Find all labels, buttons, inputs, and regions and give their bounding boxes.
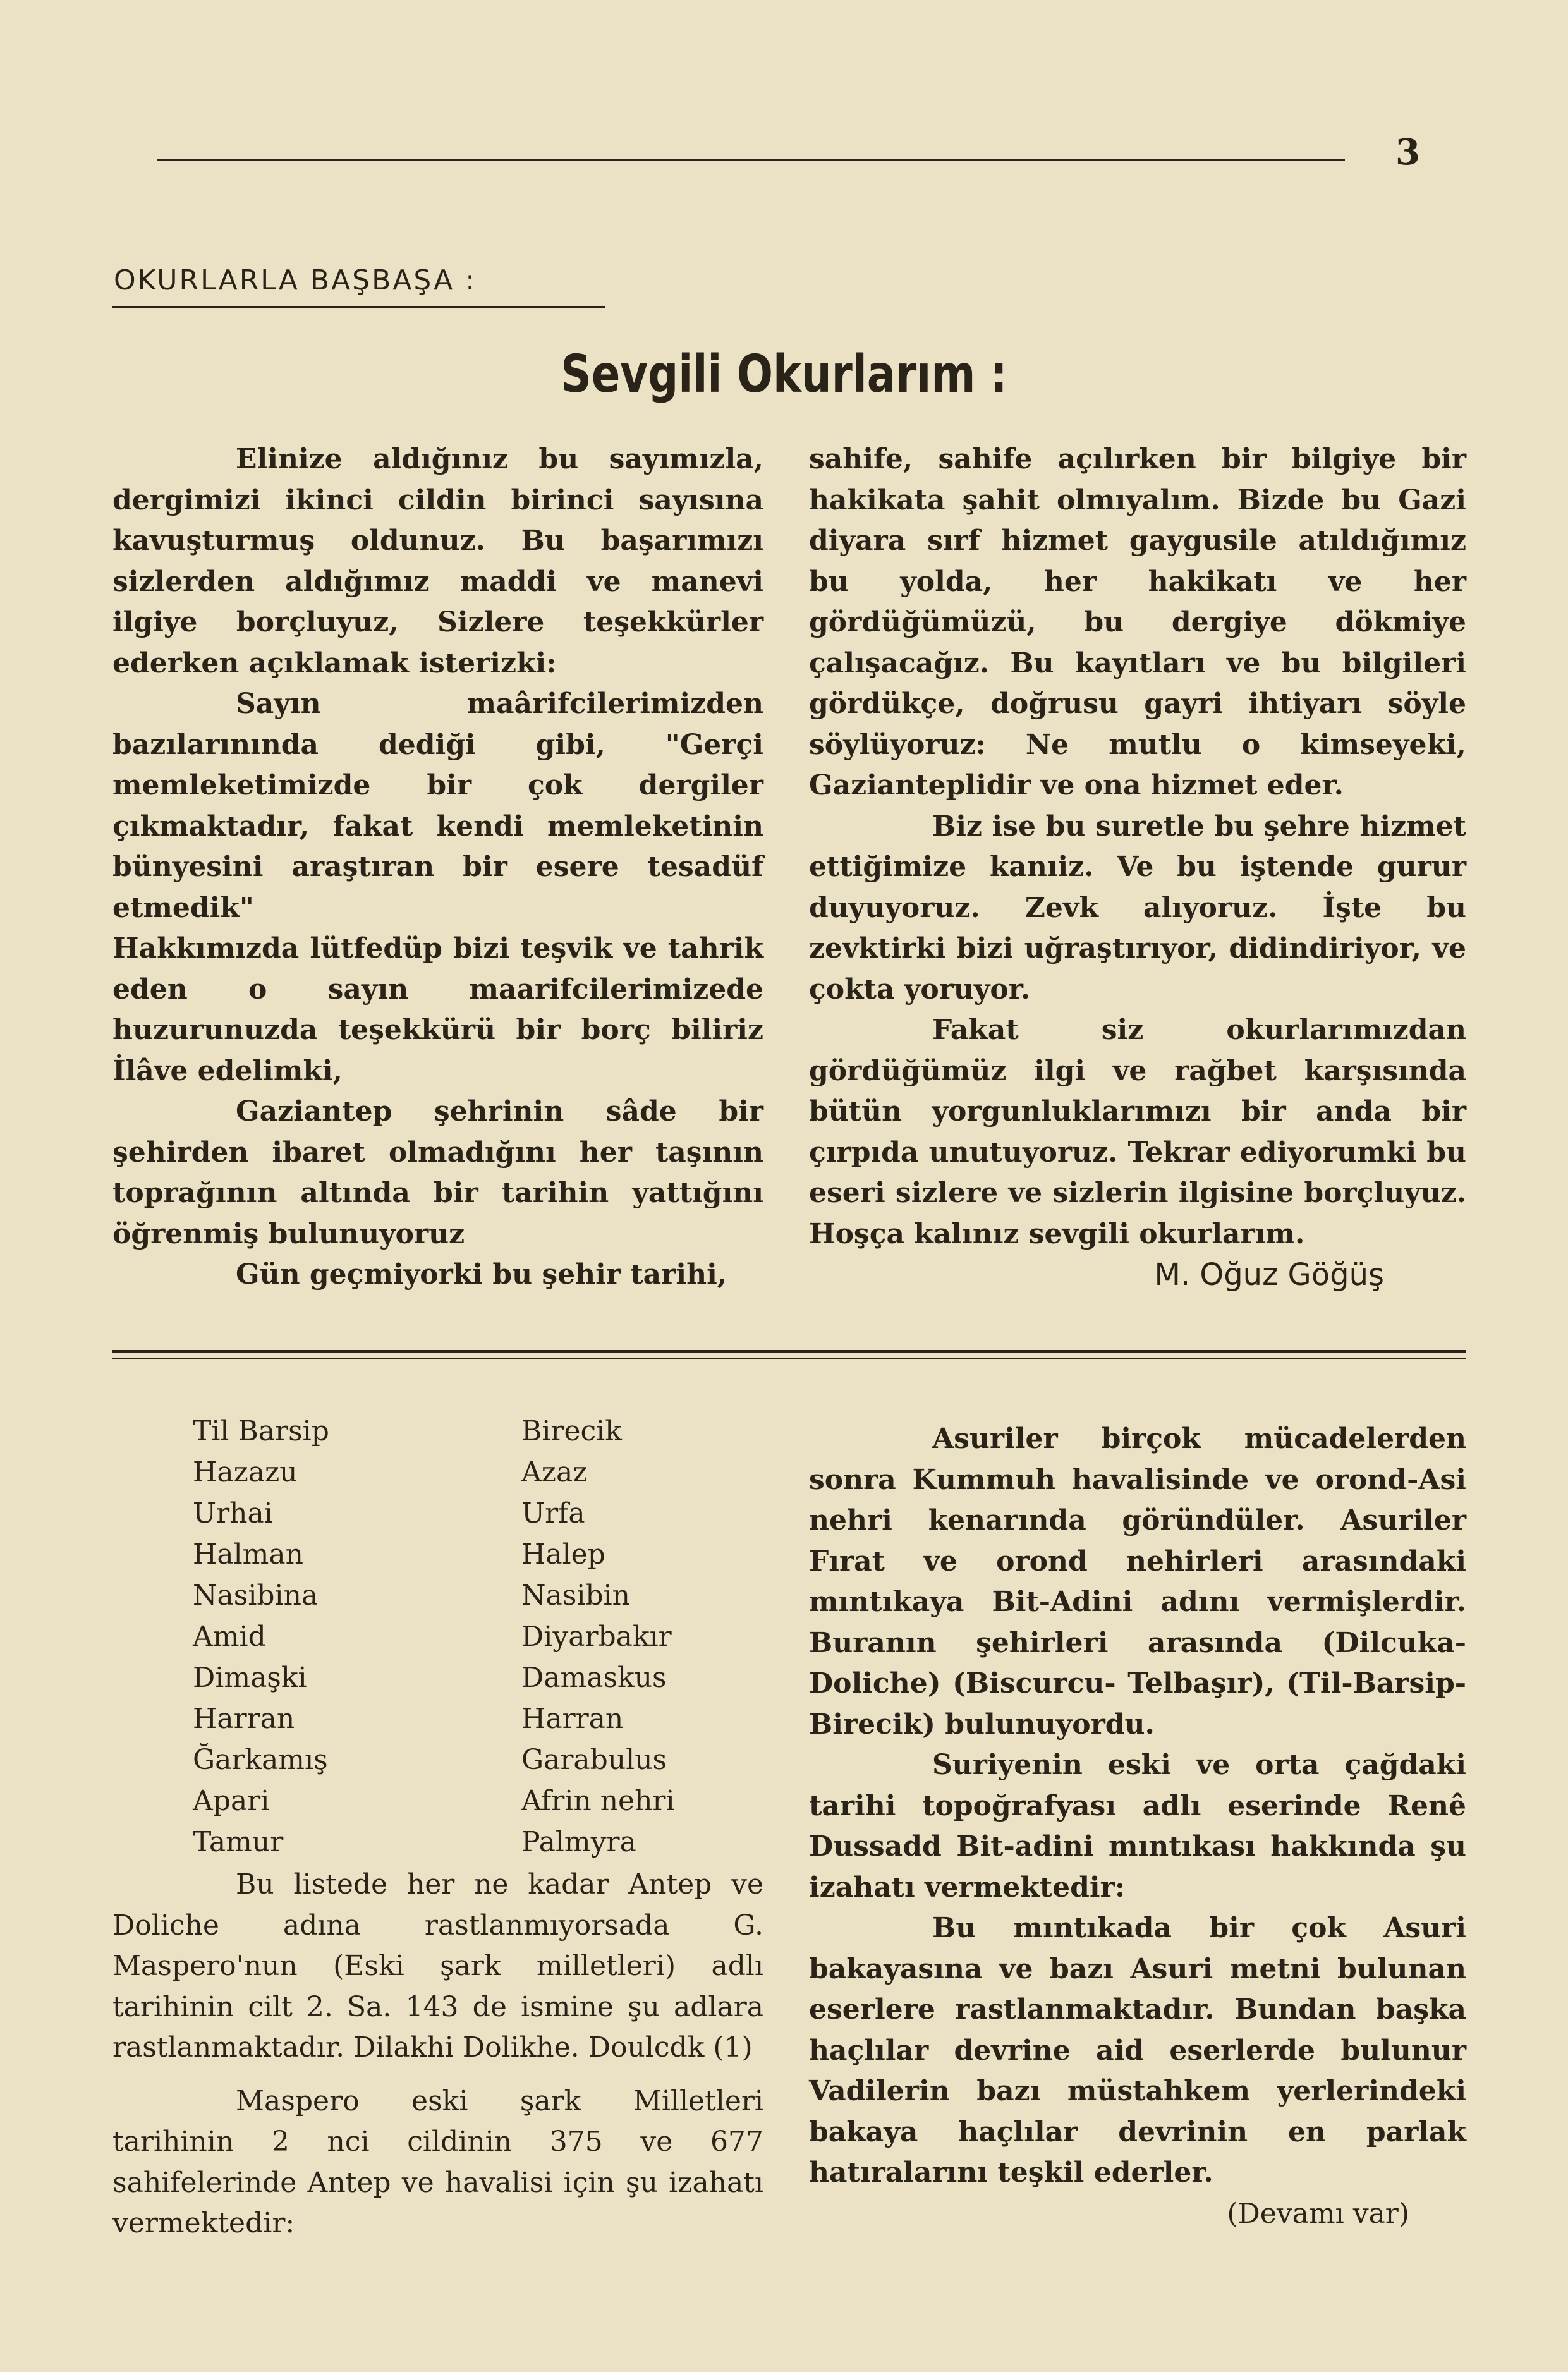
modern-name: Urfa — [521, 1497, 585, 1530]
signature: M. Oğuz Göğüş — [1154, 1257, 1384, 1292]
place-name-row — [193, 1534, 762, 1575]
paragraph: Asuriler birçok mücadelerden sonra Kummuh havalisinde ve orond-Asi nehri kenarında göründüler. Asuriler Fırat ve orond nehirleri arasındaki mıntıkaya Bit-Adini adını vermişlerdir. Buranın şehirleri arasında (Dilcuka-Doliche) (Biscurcu- Telbaşır), (Til-Barsip-Birecik) bulunuyordu. — [809, 1423, 1466, 1741]
modern-name: Afrin nehri — [521, 1785, 675, 1817]
paragraph: Fakat siz okurlarımızdan gördüğümüz ilgi ve rağbet karşısında bütün yorgunluklarımızı bir anda bir çırpıda unutuyoruz. Tekrar ediyorumki bu eseri sizlere ve sizlerin ilgisine borçluyuz. Hoşça kalınız sevgili okurlarım. — [809, 1014, 1466, 1250]
place-names-table — [193, 1411, 762, 1863]
page-number: 3 — [1395, 131, 1420, 173]
place-name-row — [193, 1616, 762, 1657]
ancient-name: Til Barsip — [193, 1415, 329, 1447]
place-name-row — [193, 1452, 762, 1493]
ancient-name: Apari — [193, 1785, 270, 1817]
paragraph: Biz ise bu suretle bu şehre hizmet ettiğimize kanıiz. Ve bu iştende gurur duyuyoruz. Zevk alıyoruz. İşte bu zevktirki bizi uğraştırıyor, didindiriyor, ve çokta yoruyor. — [809, 810, 1466, 1006]
ancient-name: Hazazu — [193, 1456, 298, 1488]
place-name-row — [193, 1493, 762, 1534]
section-divider-bottom — [112, 1358, 1466, 1359]
ancient-name: Dimaşki — [193, 1662, 307, 1694]
letter-right-column — [809, 439, 1466, 1296]
section-divider-top — [112, 1350, 1466, 1353]
modern-name: Nasibin — [521, 1579, 630, 1612]
ancient-name: Halman — [193, 1538, 303, 1571]
article-left-column — [112, 1864, 763, 2244]
article-right-column — [809, 1419, 1466, 2234]
modern-name: Diyarbakır — [521, 1621, 672, 1653]
modern-name: Damaskus — [521, 1662, 667, 1694]
continued-note: (Devamı var) — [1227, 2197, 1409, 2230]
paragraph: Gaziantep şehrinin sâde bir şehirden ibaret olmadığını her taşının toprağının altında bir tarihin yattığını öğrenmiş bulunuyoruz — [112, 1095, 763, 1250]
ancient-name: Urhai — [193, 1497, 273, 1530]
modern-name: Halep — [521, 1538, 605, 1571]
ancient-name: Harran — [193, 1703, 295, 1735]
paragraph: sahife, sahife açılırken bir bilgiye bir hakikata şahit olmıyalım. Bizde bu Gazi diyara sırf hizmet gaygusile atıldığımız bu yolda, her hakikatı ve her gördüğümüzü, bu dergiye dökmiye çalışacağız. Bu kayıtları ve bu bilgileri gördükçe, doğrusu gayri ihtiyarı söyle söylüyoruz: Ne mutlu o kimseyeki, Gazianteplidir ve ona hizmet eder. — [809, 443, 1466, 801]
letter-title: Sevgili Okurlarım : — [561, 344, 1007, 404]
modern-name: Birecik — [521, 1415, 622, 1447]
letter-left-column — [112, 439, 763, 1296]
paragraph: Hakkımızda lütfedüp bizi teşvik ve tahrik eden o sayın maarifcilerimizede huzurunuzda teşekkürü bir borç biliriz İlâve edelimki, — [112, 932, 763, 1087]
paragraph: Suriyenin eski ve orta çağdaki tarihi topoğrafyası adlı eserinde Renê Dussadd Bit-adini mıntıkası hakkında şu izahatı vermektedir: — [809, 1749, 1466, 1904]
place-name-row — [193, 1698, 762, 1739]
modern-name: Azaz — [521, 1456, 588, 1488]
paragraph: Maspero eski şark Milletleri tarihinin 2 nci cildinin 375 ve 677 sahifelerinde Antep ve havalisi için şu izahatı vermektedir: — [112, 2084, 763, 2239]
place-name-row — [193, 1657, 762, 1698]
ancient-name: Nasibina — [193, 1579, 319, 1612]
modern-name: Garabulus — [521, 1744, 667, 1776]
ancient-name: Amid — [193, 1621, 266, 1653]
place-name-row — [193, 1575, 762, 1616]
place-name-row — [193, 1822, 762, 1863]
section-heading-underline — [112, 306, 605, 308]
paragraph: Bu listede her ne kadar Antep ve Doliche adına rastlanmıyorsada G. Maspero'nun (Eski şark milletleri) adlı tarihinin cilt 2. Sa. 143 de ismine şu adlara rastlanmaktadır. Dilakhi Dolikhe. Doulcdk (1) — [112, 1868, 763, 2064]
top-rule — [157, 159, 1345, 161]
place-name-row — [193, 1411, 762, 1452]
ancient-name: Tamur — [193, 1826, 284, 1858]
modern-name: Palmyra — [521, 1826, 636, 1858]
paragraph: Elinize aldığınız bu sayımızla, dergimizi ikinci cildin birinci sayısına kavuşturmuş oldunuz. Bu başarımızı sizlerden aldığımız maddi ve manevi ilgiye borçluyuz, Sizlere teşekkürler ederken açıklamak isterizki: — [112, 443, 763, 679]
paragraph: Sayın maârifcilerimizden bazılarınında dediği gibi, "Gerçi memleketimizde bir çok dergiler çıkmaktadır, fakat kendi memleketinin bünyesini araştıran bir esere tesadüf etmedik" — [112, 688, 763, 924]
section-heading: OKURLARLA BAŞBAŞA : — [114, 264, 477, 296]
paragraph: Gün geçmiyorki bu şehir tarihi, — [236, 1258, 727, 1291]
place-name-row — [193, 1780, 762, 1822]
place-name-row — [193, 1739, 762, 1780]
paragraph: Bu mıntıkada bir çok Asuri bakayasına ve bazı Asuri metni bulunan eserlere rastlanmaktadır. Bundan başka haçlılar devrine aid eserlerde bulunur Vadilerin bazı müstahkem yerlerindeki bakaya haçlılar devrinin en parlak hatıralarını teşkil ederler. — [809, 1912, 1466, 2189]
modern-name: Harran — [521, 1703, 624, 1735]
ancient-name: Ğarkamış — [193, 1744, 328, 1776]
